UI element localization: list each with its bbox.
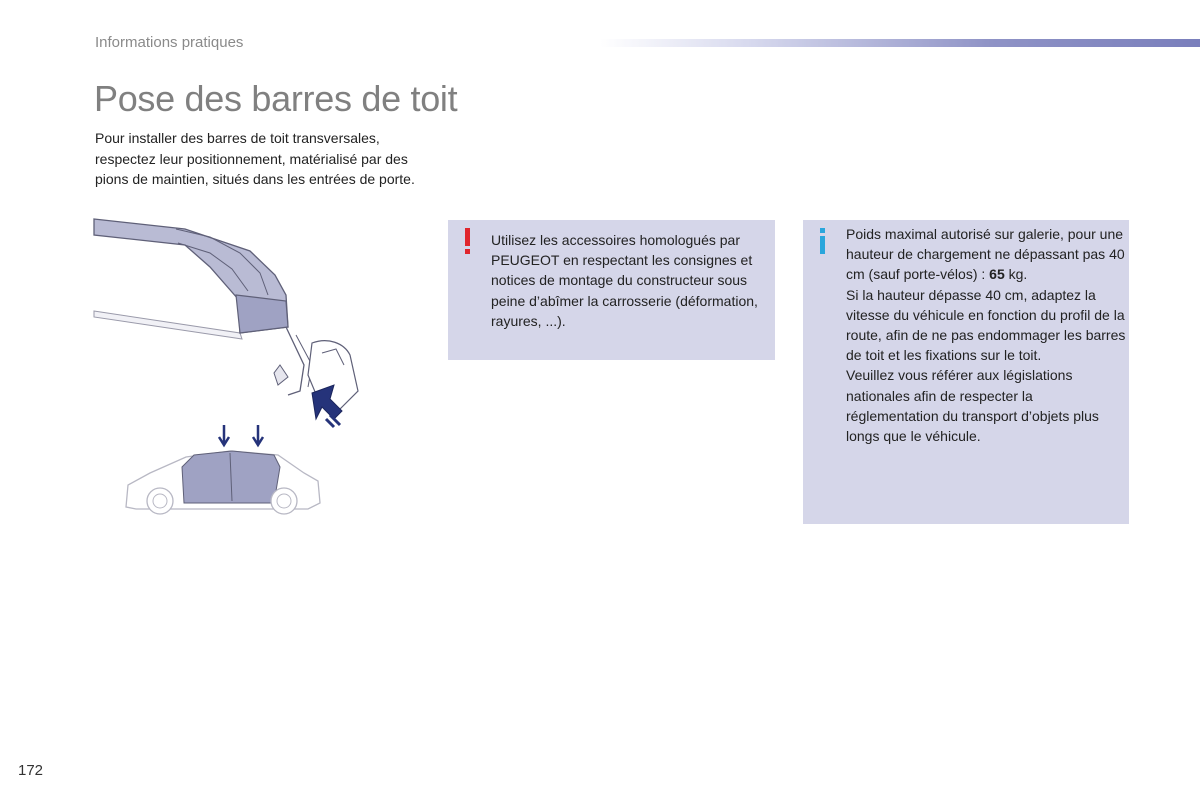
header-gradient-bar: [600, 39, 1200, 47]
info-text-regulation: Veuillez vous référer aux législations nationales afin de respecter la réglementation du transport d’objets plus longs que le véhicule.: [846, 367, 1099, 445]
car-side-drawing: [126, 425, 320, 514]
page-title: Pose des barres de toit: [94, 78, 458, 119]
info-icon: [819, 228, 827, 254]
info-weight-value: 65: [989, 266, 1005, 283]
info-text-weight: [846, 224, 1126, 285]
info-weight-prefix: Poids maximal autorisé sur galerie, pour une hauteur de chargement ne dépassant pas 40 cm (sauf porte-vélos) :: [846, 226, 1125, 283]
warning-text: Utilisez les accessoires homologués par PEUGEOT en respectant les consignes et notices de montage du constructeur sous peine d’abîmer la carrosserie (déformation, rayures, ...).: [491, 232, 758, 329]
section-label: Informations pratiques: [95, 34, 244, 51]
roof-rail-drawing: [94, 219, 358, 427]
info-note-box: [803, 220, 1129, 524]
exclamation-icon: [464, 228, 472, 254]
intro-paragraph: Pour installer des barres de toit transversales, respectez leur positionnement, matérialisé par des pions de maintien, situés dans les entrées de porte.: [95, 130, 415, 187]
warning-note-box: [448, 220, 775, 360]
info-weight-unit: kg.: [1004, 266, 1028, 283]
page-number: 172: [18, 762, 44, 779]
roof-bar-illustration: [90, 215, 410, 525]
info-text-speed: Si la hauteur dépasse 40 cm, adaptez la vitesse du véhicule en fonction du profil de la route, afin de ne pas endommager les barres de toit et les fixations sur le toit.: [846, 286, 1126, 364]
